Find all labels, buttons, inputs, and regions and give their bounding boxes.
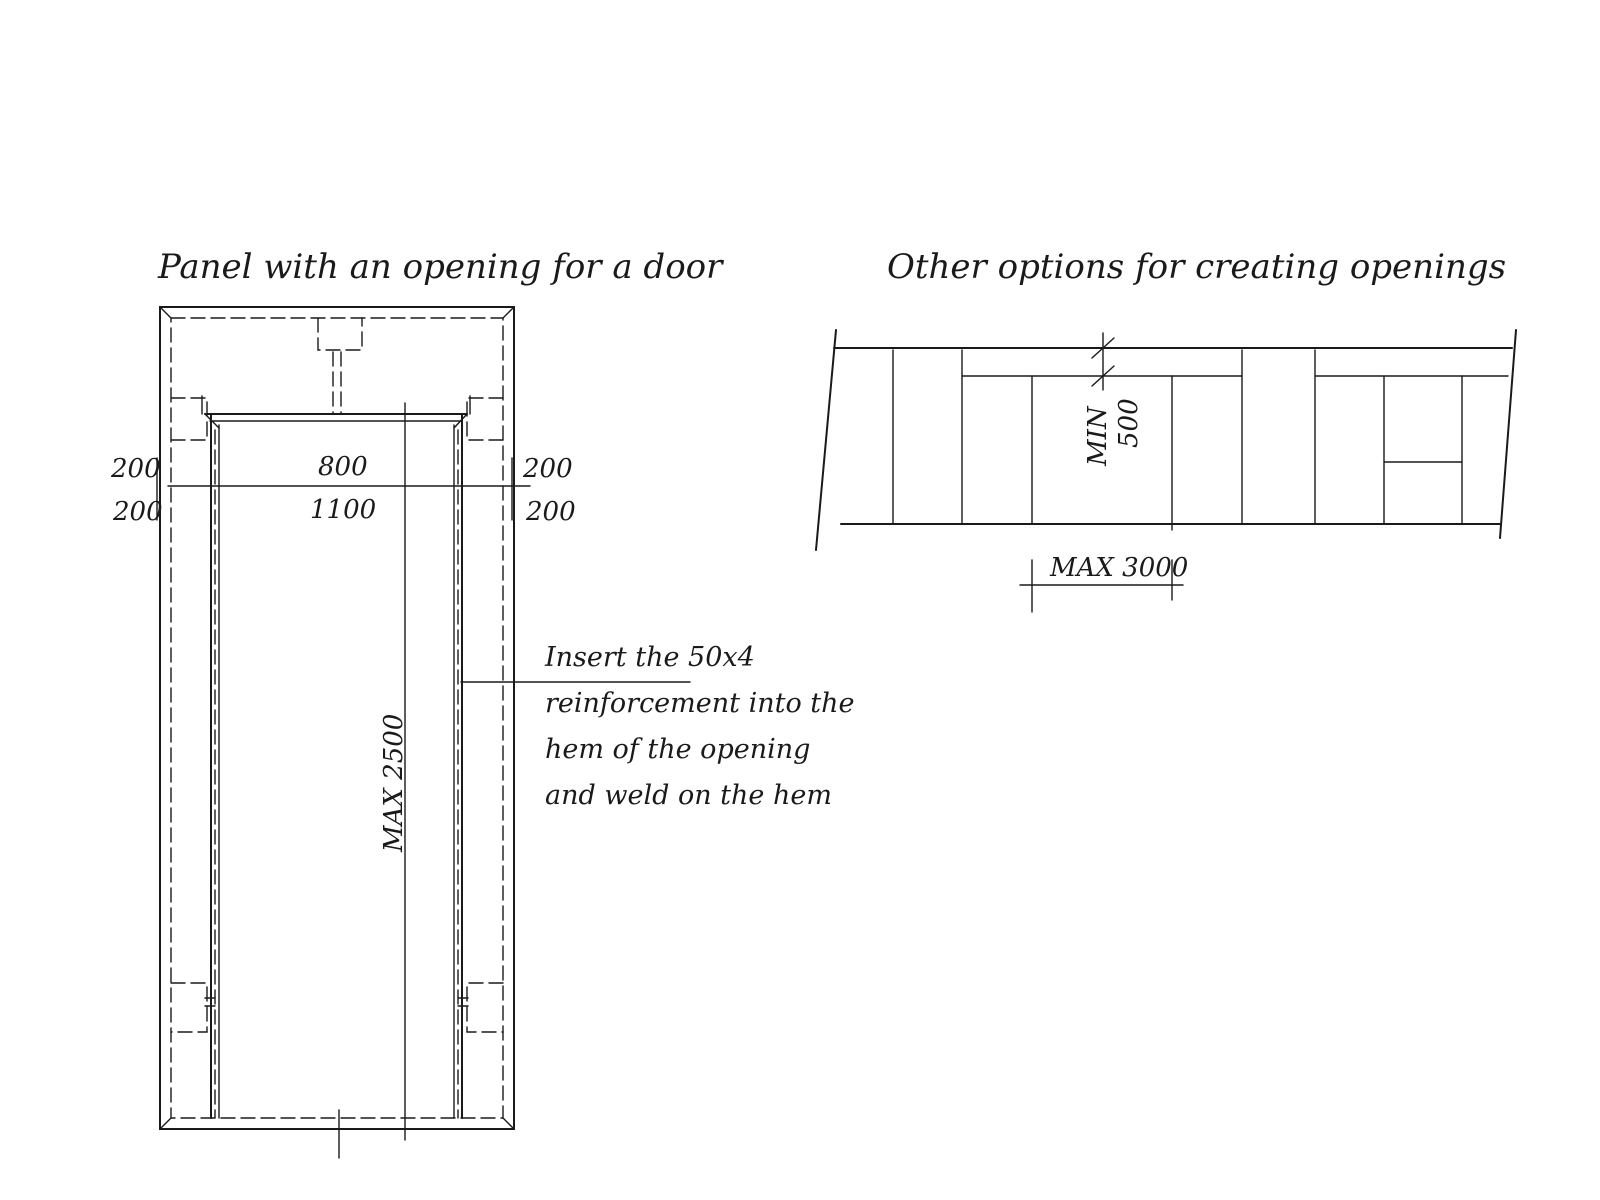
note-line-2: reinforcement into the: [545, 688, 855, 719]
dim-right-lower: 200: [526, 497, 576, 527]
dim-opening-width: 800: [318, 452, 368, 482]
note-line-1: Insert the 50x4: [545, 642, 755, 673]
door-opening: [171, 318, 503, 1118]
dim-min-label: MIN: [1083, 406, 1113, 466]
note-line-4: and weld on the hem: [545, 780, 832, 811]
dim-min-value: 500: [1114, 398, 1144, 448]
right-drawing-title: Other options for creating openings: [887, 247, 1507, 287]
dim-left-lower: 200: [113, 497, 163, 527]
left-drawing-title: Panel with an opening for a door: [158, 247, 723, 287]
dim-panel-width: 1100: [310, 495, 377, 525]
note-line-3: hem of the opening: [545, 734, 811, 765]
dim-right-upper: 200: [523, 454, 573, 484]
dim-max-width: MAX 3000: [1050, 553, 1189, 583]
dim-left-upper: 200: [111, 454, 161, 484]
dim-max-height: MAX 2500: [379, 713, 409, 852]
